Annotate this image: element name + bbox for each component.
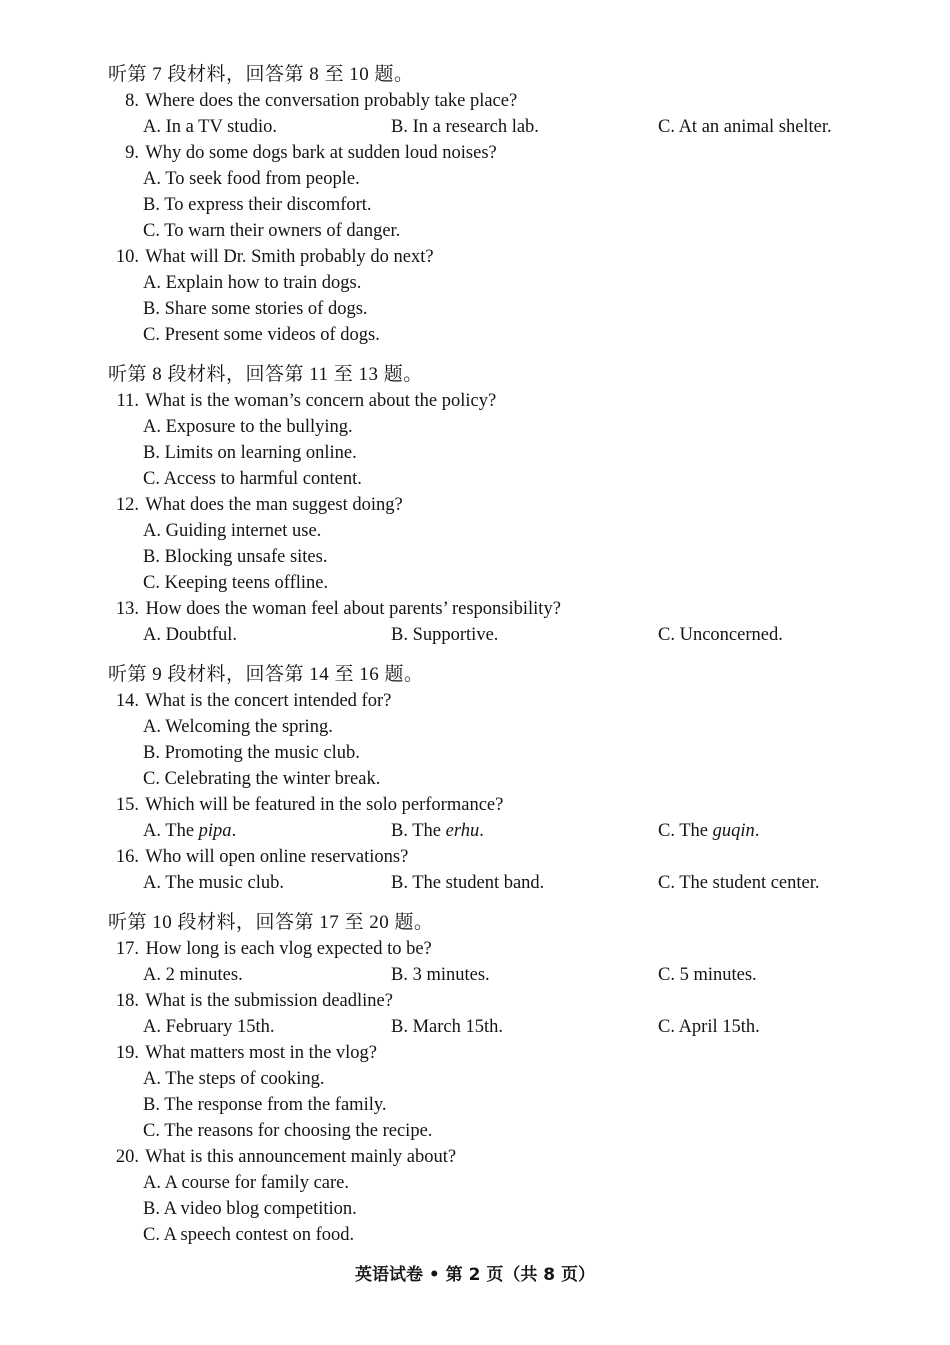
- answer-options: [108, 166, 908, 244]
- option-text: A. The steps of cooking.: [143, 1069, 325, 1089]
- question-text: How long is each vlog expected to be?: [145, 939, 432, 959]
- instrument-name: erhu: [445, 821, 480, 841]
- answer-option: [391, 622, 498, 648]
- option-text: C. The: [658, 821, 713, 841]
- answer-option: [391, 870, 544, 896]
- option-text: C. To warn their owners of danger.: [143, 221, 401, 241]
- option-text: C. Access to harmful content.: [143, 469, 362, 489]
- question-number: 14.: [115, 691, 139, 711]
- option-text: .: [231, 821, 237, 841]
- option-text: B. Promoting the music club.: [143, 743, 360, 763]
- option-text: A. A course for family care.: [143, 1173, 349, 1193]
- option-text: .: [754, 821, 760, 841]
- question-number: 16.: [115, 847, 139, 867]
- question-number: 10.: [115, 247, 139, 267]
- answer-option: [108, 414, 908, 440]
- option-text: C. 5 minutes.: [658, 965, 757, 985]
- option-text: C. Unconcerned.: [658, 625, 783, 645]
- answer-option: [108, 218, 908, 244]
- question-text: What will Dr. Smith probably do next?: [145, 247, 434, 267]
- answer-options: [108, 1066, 908, 1144]
- question-stem: [108, 688, 908, 714]
- page-footer: 英语试卷 • 第 2 页（共 8 页）: [354, 1265, 596, 1285]
- answer-option: [658, 622, 783, 648]
- question-item: [108, 936, 908, 988]
- answer-option: [108, 166, 908, 192]
- answer-options: [108, 114, 908, 140]
- option-text: B. Supportive.: [391, 625, 499, 645]
- question-stem: [108, 140, 908, 166]
- question-item: [108, 792, 908, 844]
- option-text: C. Keeping teens offline.: [143, 573, 329, 593]
- option-text: A. Doubtful.: [143, 625, 238, 645]
- answer-options: [108, 870, 908, 896]
- answer-option: [108, 570, 908, 596]
- option-text: A. To seek food from people.: [143, 169, 360, 189]
- option-text: A. Exposure to the bullying.: [143, 417, 353, 437]
- question-text: Where does the conversation probably take place?: [145, 91, 518, 111]
- question-text: What is this announcement mainly about?: [145, 1147, 457, 1167]
- question-stem: [108, 596, 908, 622]
- answer-options: [108, 962, 908, 988]
- question-stem: [108, 492, 908, 518]
- answer-option: [143, 1014, 275, 1040]
- answer-option: [108, 1196, 908, 1222]
- answer-options: [108, 518, 908, 596]
- option-text: B. The response from the family.: [143, 1095, 387, 1115]
- answer-option: [108, 766, 908, 792]
- option-text: B. To express their discomfort.: [143, 195, 372, 215]
- answer-option: [143, 622, 237, 648]
- answer-option: [108, 296, 908, 322]
- answer-option: [108, 322, 908, 348]
- option-text: A. The: [143, 821, 199, 841]
- question-item: [108, 88, 908, 140]
- question-stem: [108, 1144, 908, 1170]
- question-number: 17.: [115, 939, 139, 959]
- answer-option: [391, 1014, 503, 1040]
- instrument-name: pipa: [198, 821, 232, 841]
- answer-option: [108, 740, 908, 766]
- question-item: [108, 988, 908, 1040]
- question-text: What matters most in the vlog?: [145, 1043, 378, 1063]
- answer-option: [143, 818, 236, 844]
- question-text: What is the submission deadline?: [145, 991, 393, 1011]
- answer-option: [391, 818, 484, 844]
- question-stem: [108, 988, 908, 1014]
- question-stem: [108, 1040, 908, 1066]
- question-number: 11.: [116, 391, 139, 411]
- question-item: [108, 244, 908, 348]
- option-text: A. 2 minutes.: [143, 965, 243, 985]
- question-number: 18.: [115, 991, 139, 1011]
- question-text: Who will open online reservations?: [145, 847, 409, 867]
- answer-options: [108, 1170, 908, 1248]
- answer-option: [108, 192, 908, 218]
- question-number: 20.: [115, 1147, 139, 1167]
- question-text: What does the man suggest doing?: [145, 495, 403, 515]
- answer-option: [108, 270, 908, 296]
- question-item: [108, 388, 908, 492]
- answer-option: [108, 518, 908, 544]
- question-text: Why do some dogs bark at sudden loud noises?: [145, 143, 497, 163]
- question-number: 12.: [115, 495, 139, 515]
- answer-options: [108, 714, 908, 792]
- question-stem: [108, 388, 908, 414]
- question-number: 9.: [125, 143, 139, 163]
- answer-option: [391, 962, 490, 988]
- answer-option: [658, 818, 759, 844]
- option-text: C. Celebrating the winter break.: [143, 769, 381, 789]
- answer-option: [143, 114, 277, 140]
- option-text: C. The reasons for choosing the recipe.: [143, 1121, 433, 1141]
- question-text: What is the woman’s concern about the policy?: [145, 391, 497, 411]
- question-number: 8.: [125, 91, 139, 111]
- option-text: A. February 15th.: [143, 1017, 275, 1037]
- answer-option: [108, 544, 908, 570]
- option-text: B. In a research lab.: [391, 117, 539, 137]
- answer-option: [658, 962, 757, 988]
- option-text: A. In a TV studio.: [143, 117, 277, 137]
- question-stem: [108, 792, 908, 818]
- answer-option: [108, 1170, 908, 1196]
- answer-options: [108, 270, 908, 348]
- question-stem: [108, 88, 908, 114]
- option-text: B. Limits on learning online.: [143, 443, 357, 463]
- question-text: Which will be featured in the solo performance?: [145, 795, 504, 815]
- question-item: [108, 140, 908, 244]
- option-text: C. The student center.: [658, 873, 820, 893]
- option-text: C. A speech contest on food.: [143, 1225, 355, 1245]
- option-text: B. A video blog competition.: [143, 1199, 357, 1219]
- option-text: A. Welcoming the spring.: [143, 717, 333, 737]
- answer-options: [108, 1014, 908, 1040]
- question-number: 19.: [115, 1043, 139, 1063]
- option-text: C. April 15th.: [658, 1017, 760, 1037]
- question-text: What is the concert intended for?: [145, 691, 392, 711]
- question-number: 15.: [115, 795, 139, 815]
- option-text: A. The music club.: [143, 873, 284, 893]
- question-number: 13.: [115, 599, 139, 619]
- option-text: .: [479, 821, 484, 841]
- answer-option: [108, 1092, 908, 1118]
- question-stem: [108, 844, 908, 870]
- instrument-name: guqin: [712, 821, 755, 841]
- option-text: A. Explain how to train dogs.: [143, 273, 362, 293]
- answer-option: [658, 870, 820, 896]
- answer-option: [658, 1014, 760, 1040]
- question-stem: [108, 244, 908, 270]
- section-heading: 听第 10 段材料，回答第 17 至 20 题。: [108, 912, 434, 933]
- question-item: [108, 844, 908, 896]
- answer-option: [108, 1066, 908, 1092]
- option-text: C. At an animal shelter.: [658, 117, 832, 137]
- option-text: B. 3 minutes.: [391, 965, 490, 985]
- answer-option: [108, 1118, 908, 1144]
- question-item: [108, 492, 908, 596]
- option-text: B. March 15th.: [391, 1017, 504, 1037]
- option-text: B. Blocking unsafe sites.: [143, 547, 328, 567]
- answer-option: [108, 466, 908, 492]
- option-text: B. The student band.: [391, 873, 545, 893]
- question-item: [108, 1144, 908, 1248]
- question-stem: [108, 936, 908, 962]
- section-heading: 听第 7 段材料，回答第 8 至 10 题。: [108, 64, 414, 85]
- question-item: [108, 1040, 908, 1144]
- option-text: C. Present some videos of dogs.: [143, 325, 380, 345]
- answer-option: [108, 1222, 908, 1248]
- answer-option: [108, 714, 908, 740]
- listening-questions: [108, 62, 908, 1248]
- option-text: B. The: [391, 821, 446, 841]
- answer-option: [143, 870, 284, 896]
- answer-option: [108, 440, 908, 466]
- question-text: How does the woman feel about parents’ responsibility?: [145, 599, 561, 619]
- answer-option: [391, 114, 539, 140]
- option-text: B. Share some stories of dogs.: [143, 299, 368, 319]
- answer-option: [658, 114, 832, 140]
- question-item: [108, 596, 908, 648]
- section-heading: 听第 8 段材料，回答第 11 至 13 题。: [108, 364, 423, 385]
- section-heading: 听第 9 段材料，回答第 14 至 16 题。: [108, 664, 424, 685]
- answer-option: [143, 962, 243, 988]
- answer-options: [108, 622, 908, 648]
- option-text: A. Guiding internet use.: [143, 521, 322, 541]
- answer-options: [108, 414, 908, 492]
- question-item: [108, 688, 908, 792]
- answer-options: [108, 818, 908, 844]
